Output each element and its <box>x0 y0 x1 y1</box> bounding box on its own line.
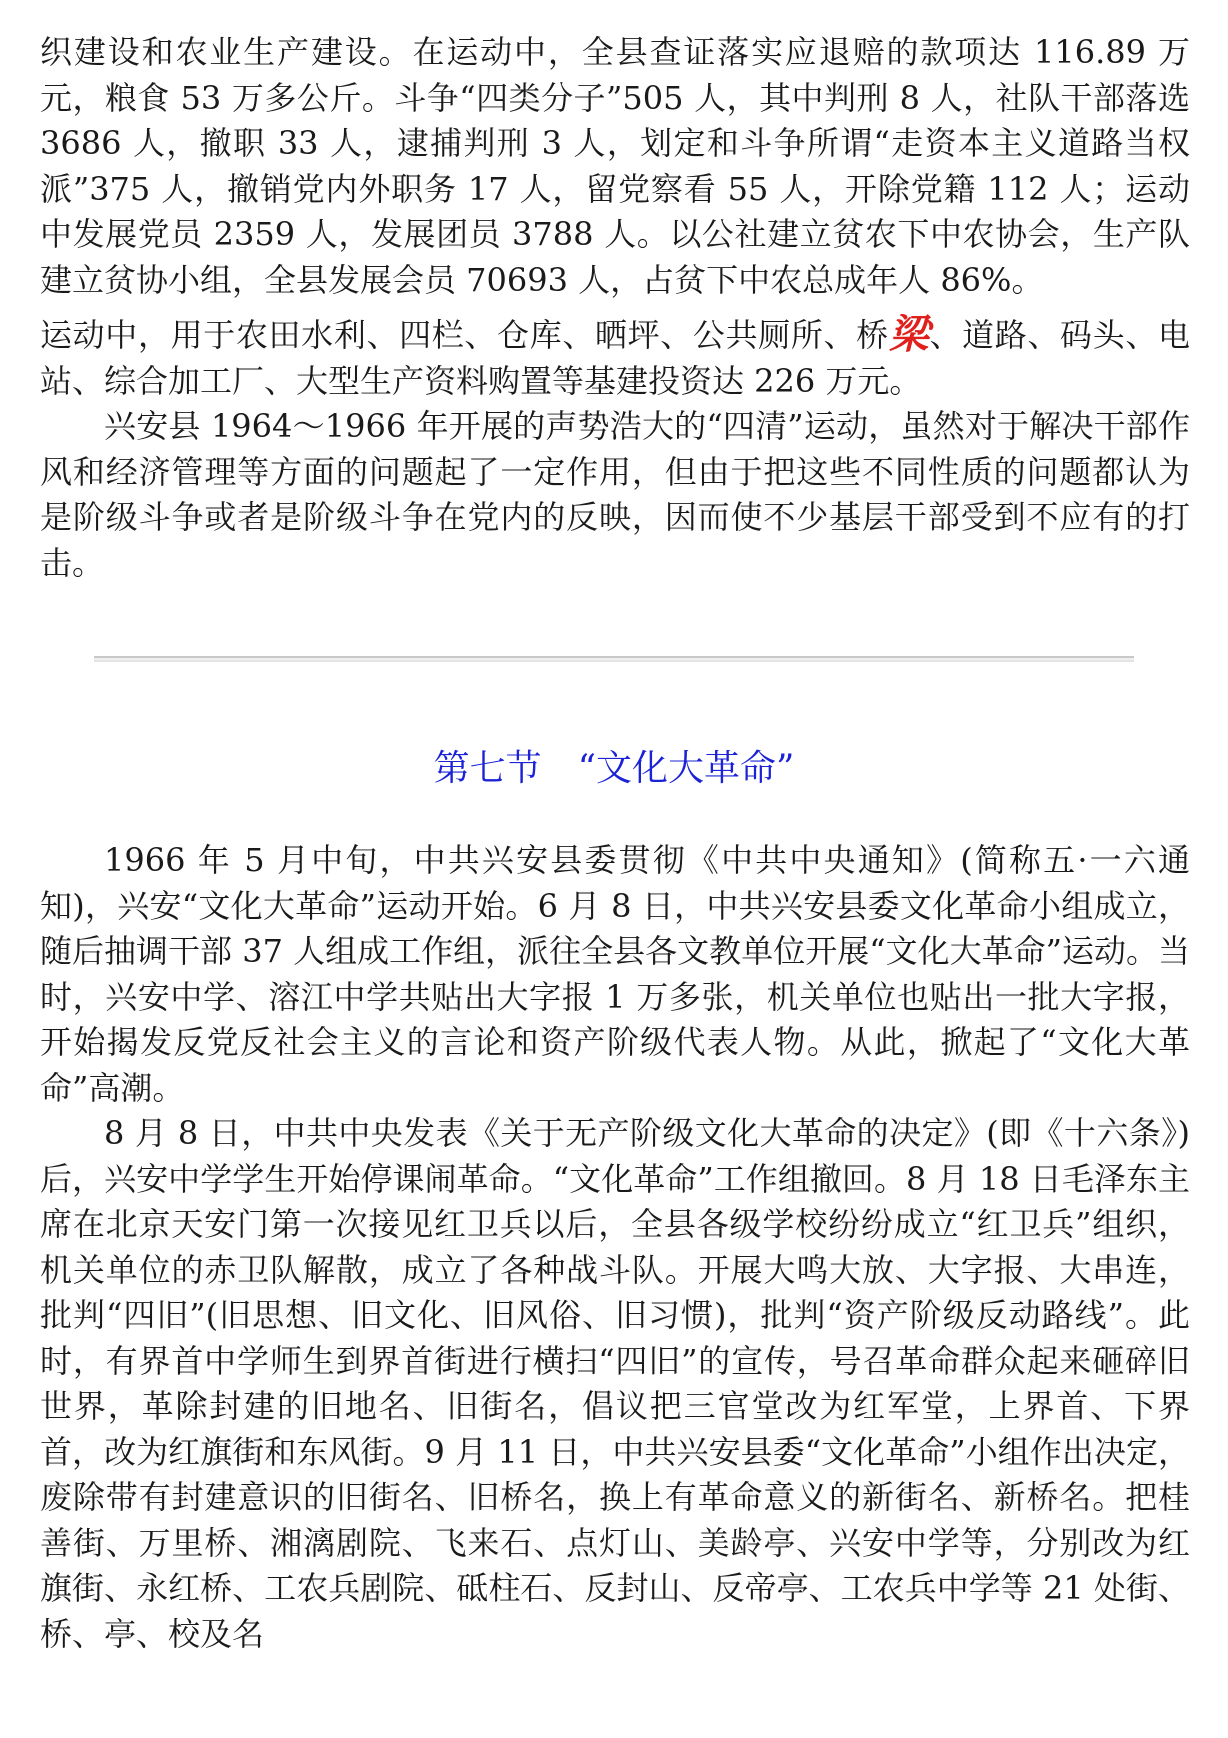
paragraph-revolution-start: 1966 年 5 月中旬，中共兴安县委贯彻《中共中央通知》(简称五·一六通知)，兴安“文化大革命”运动开始。6 月 8 日，中共兴安县委文化革命小组成立，随后抽调干部 37 人组成工作组，派往全县各文教单位开展“文化大革命”运动。当时，兴安中学、溶江中学共贴出大字报 1 万多张，机关单位也贴出一批大字报，开始揭发反党反社会主义的言论和资产阶级代表人物。从此，掀起了“文化大革命”高潮。 <box>40 841 1190 1107</box>
section-divider <box>94 656 1134 662</box>
paragraph-infrastructure-investment <box>40 313 1190 404</box>
highlighted-character: 梁 <box>888 311 929 358</box>
paragraph-infrastructure-text-end: 、道路、码头、电站、综合加工厂、大型生产资料购置等基建投资达 226 万元。 <box>40 316 1190 400</box>
document-page <box>40 30 1190 586</box>
section-heading: 第七节 “文化大革命” <box>433 748 795 789</box>
paragraph-four-cleanups-summary: 兴安县 1964～1966 年开展的声势浩大的“四清”运动，虽然对于解决干部作风和经济管理等方面的问题起了一定作用，但由于把这些不同性质的问题都认为是阶级斗争或者是阶级斗争在党内的反映，因而使不少基层干部受到不应有的打击。 <box>40 407 1190 582</box>
paragraph-reinvestigation-results: 织建设和农业生产建设。在运动中，全县查证落实应退赔的款项达 116.89 万元，粮食 53 万多公斤。斗争“四类分子”505 人，其中判刑 8 人，社队干部落选 3686 人，撤职 33 人，逮捕判刑 3 人，划定和斗争所谓“走资本主义道路当权派”375 人，撤销党内外职务 17 人，留党察看 55 人，开除党籍 112 人；运动中发展党员 2359 人，发展团员 3788 人。以公社建立贫农下中农协会，生产队建立贫协小组，全县发展会员 70693 人，占贫下中农总成年人 86%。 <box>40 33 1190 299</box>
paragraph-infrastructure-text-start: 运动中，用于农田水利、四栏、仓库、晒坪、公共厕所、桥 <box>40 316 889 354</box>
paragraph-red-guards: 8 月 8 日，中共中央发表《关于无产阶级文化大革命的决定》(即《十六条》)后，兴安中学学生开始停课闹革命。“文化革命”工作组撤回。8 月 18 日毛泽东主席在北京天安门第一次接见红卫兵以后，全县各级学校纷纷成立“红卫兵”组织，机关单位的赤卫队解散，成立了各种战斗队。开展大鸣大放、大字报、大串连，批判“四旧”(旧思想、旧文化、旧风俗、旧习惯)，批判“资产阶级反动路线”。此时，有界首中学师生到界首街进行横扫“四旧”的宣传，号召革命群众起来砸碎旧世界，革除封建的旧地名、旧街名，倡议把三官堂改为红军堂，上界首、下界首，改为红旗街和东风街。9 月 11 日，中共兴安县委“文化革命”小组作出决定，废除带有封建意识的旧街名、旧桥名，换上有革命意义的新街名、新桥名。把桂善街、万里桥、湘漓剧院、飞来石、点灯山、美龄亭、兴安中学等，分别改为红旗街、永红桥、工农兵剧院、砥柱石、反封山、反帝亭、工农兵中学等 21 处街、桥、亭、校及名 <box>40 1114 1190 1653</box>
section-body <box>40 838 1190 1657</box>
